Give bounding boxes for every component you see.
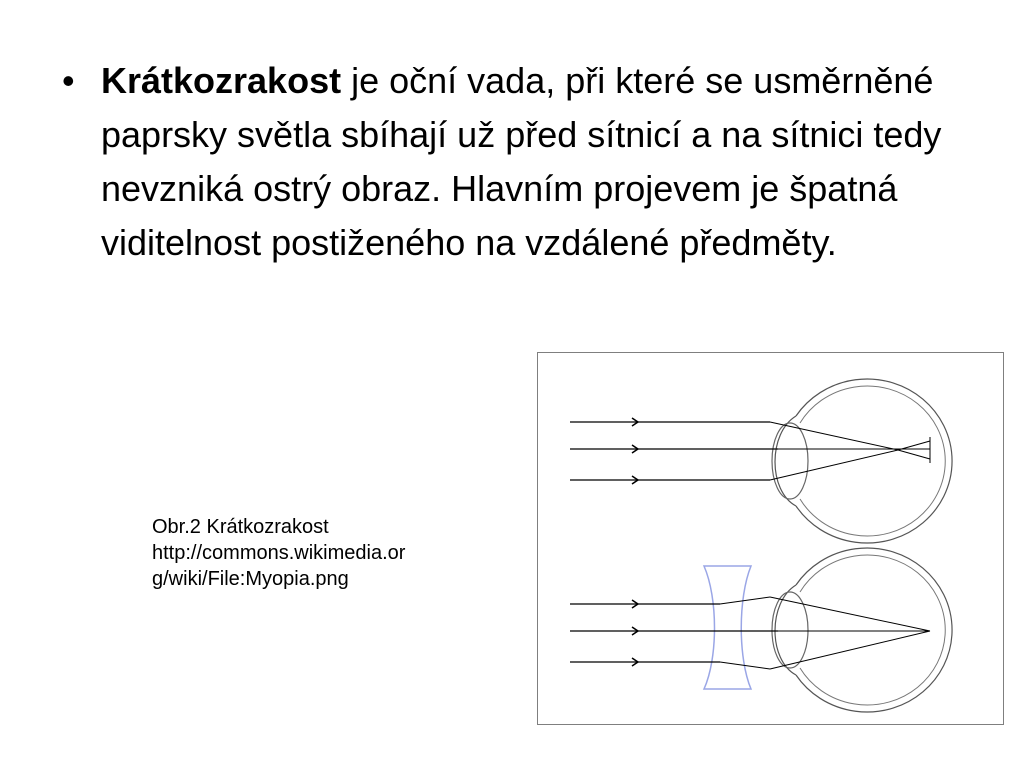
definition-text: je oční vada, při které se usměrněné paprsky světla sbíhají už před sítnicí a na sítnici tedy nevzniká ostrý obraz. Hlavním projevem je špatná viditelnost postiženého na vzdálené předměty. [101, 60, 942, 263]
caption-title: Obr.2 Krátkozrakost [152, 516, 329, 538]
bullet-dot-icon: • [62, 60, 75, 101]
eyeball-inner [800, 386, 945, 536]
caption-source-url: http://commons.wikimedia.org/wiki/File:Myopia.png [152, 542, 406, 590]
cornea [775, 416, 796, 506]
eyeball-outer-2 [796, 548, 952, 712]
bottom-panel-corrected [570, 548, 952, 712]
myopia-diagram [538, 353, 1003, 724]
concave-lens [704, 566, 751, 689]
eyeball-outer [796, 379, 952, 543]
bullet-text [101, 54, 951, 270]
crystalline-lens [772, 423, 808, 499]
crystalline-lens-2 [772, 592, 808, 668]
term-bold: Krátkozrakost [101, 60, 342, 101]
figure-caption [152, 514, 412, 592]
myopia-figure [537, 352, 1004, 725]
top-panel-uncorrected [570, 379, 952, 543]
